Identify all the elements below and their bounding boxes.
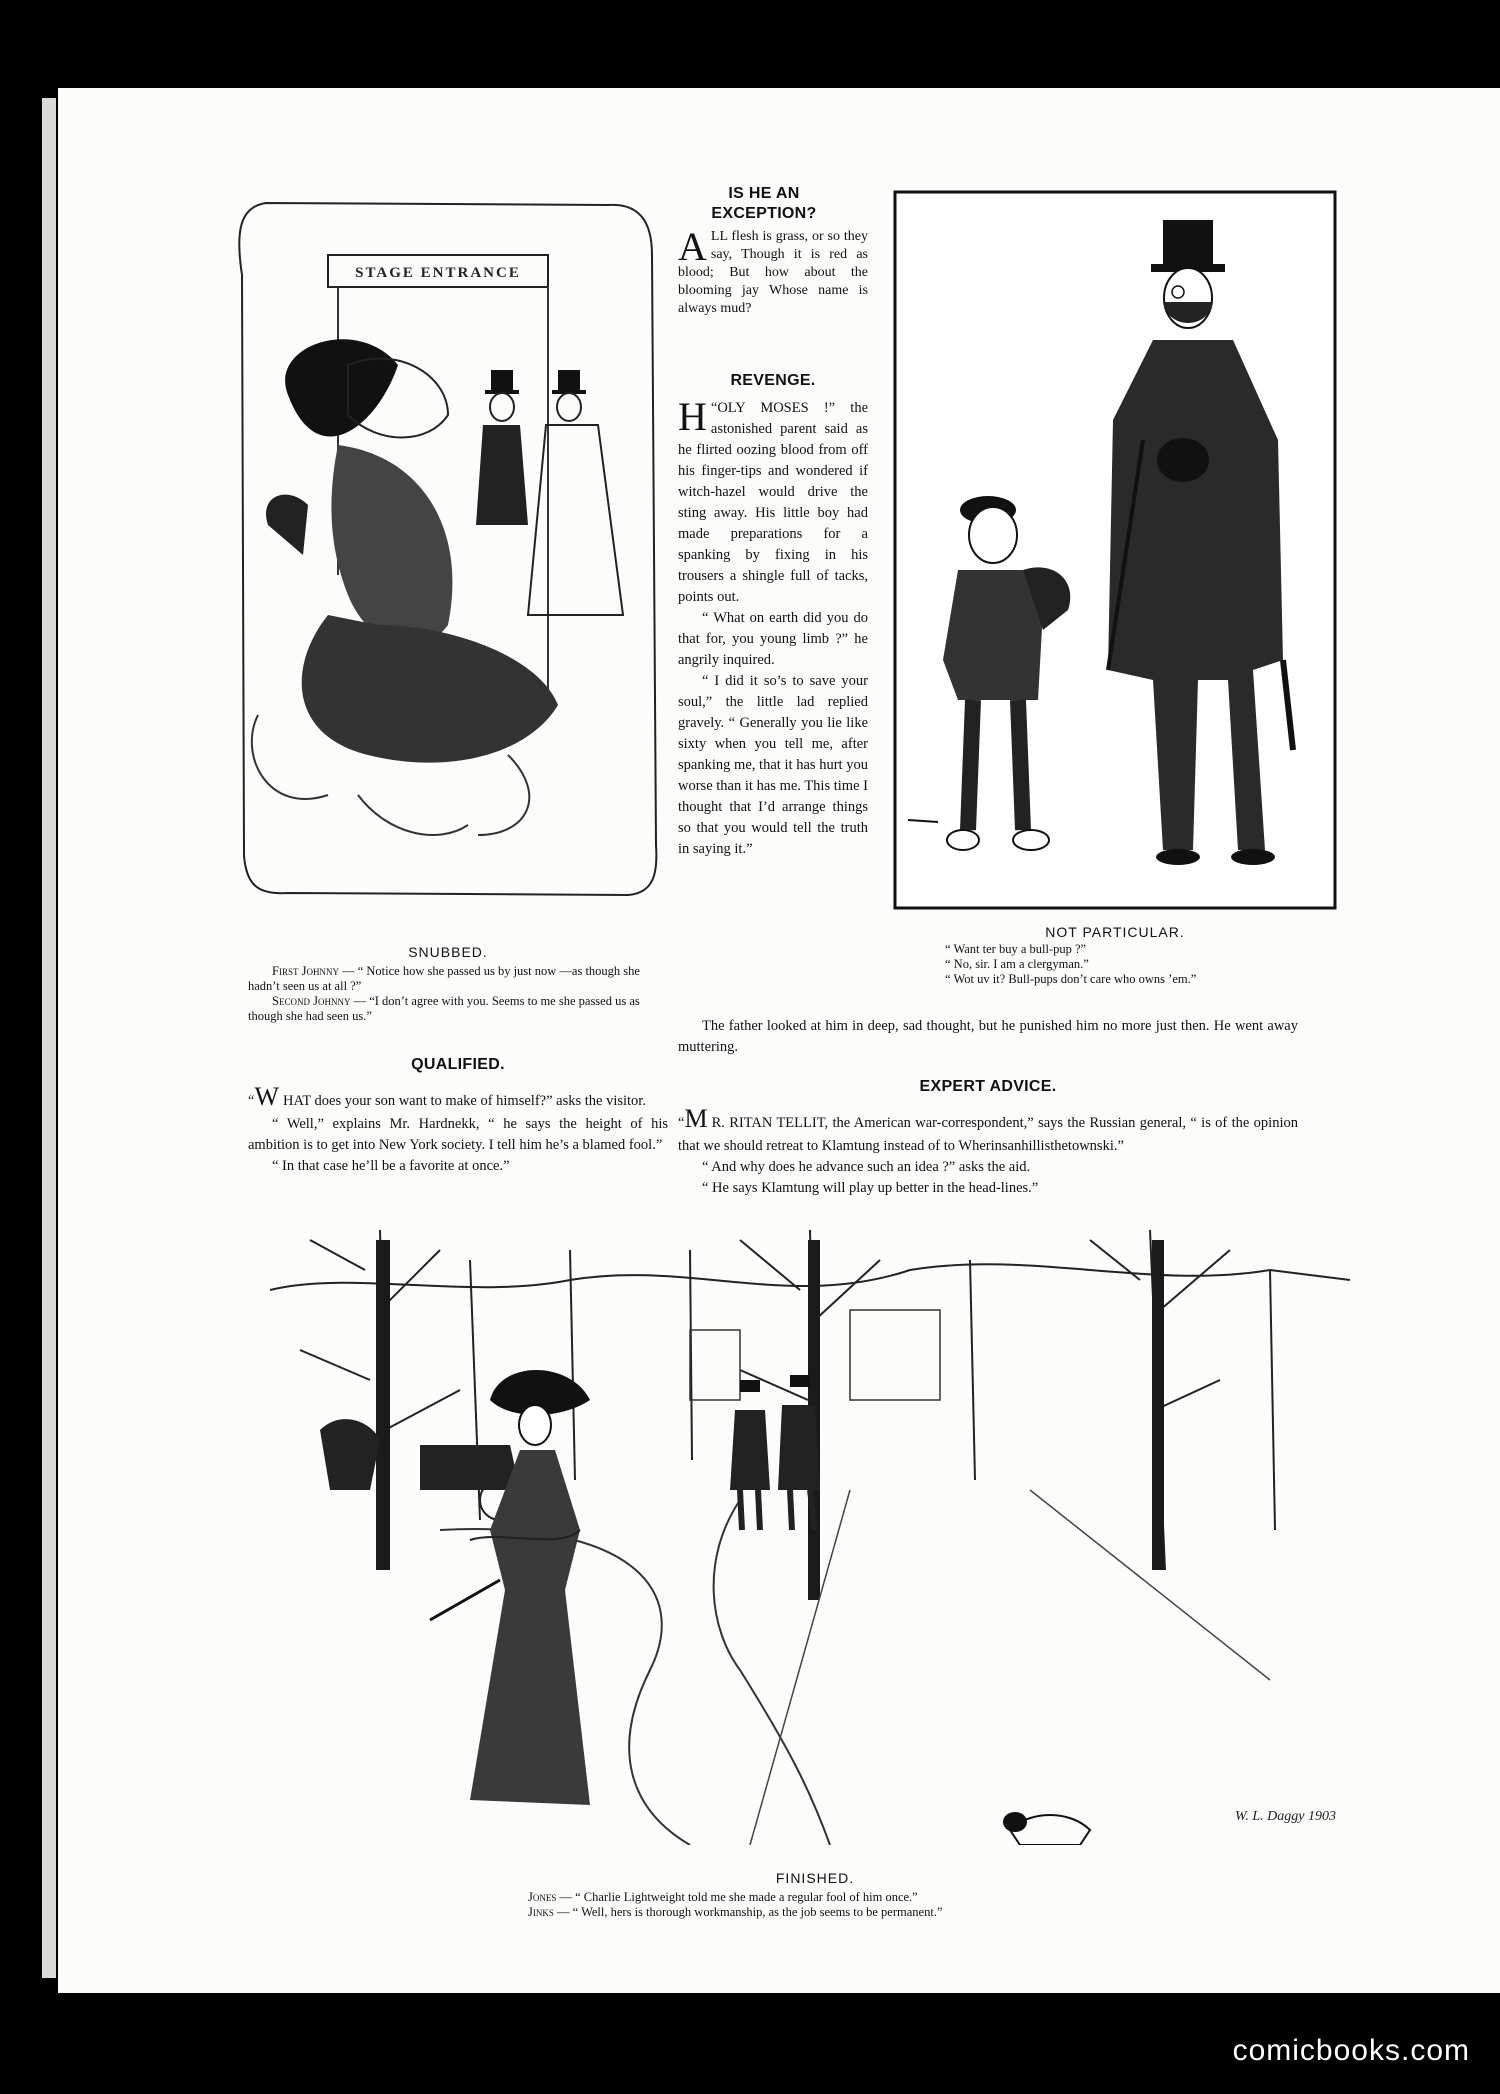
snubbed-line-2: “I don’t agree with you. Seems to me she passed us as though she had seen us.” xyxy=(248,994,640,1023)
expert-title: EXPERT ADVICE. xyxy=(919,1078,1057,1095)
stage-entrance-sign: STAGE ENTRANCE xyxy=(355,265,521,281)
qualified-paragraph-3: “ In that case he’ll be a favorite at once.” xyxy=(272,1158,510,1174)
not-particular-line-1: “ Want ter buy a bull-pup ?” xyxy=(945,942,1087,956)
finished-speaker-2: Jinks xyxy=(528,1905,554,1919)
finished-line-2: “ Well, hers is thorough workmanship, as the job seems to be permanent.” xyxy=(572,1905,943,1919)
snubbed-caption: First Johnny — “ Notice how she passed us by just now —as though she hadn’t seen us at all ?” Second Johnny — “I don’t agree with you. Seems to me she passed us as though she had seen us.” xyxy=(248,964,640,1023)
revenge-open-quote: “ xyxy=(710,400,718,416)
finished-signature: W. L. Daggy 1903 xyxy=(1235,1809,1336,1824)
snubbed-line-1: “ Notice how she passed us by just now —as though she hadn’t seen us at all ?” xyxy=(248,964,640,993)
qualified-body xyxy=(248,1080,668,1177)
revenge-title: REVENGE. xyxy=(730,372,816,389)
snubbed-speaker-2: Second Johnny xyxy=(272,994,351,1008)
snubbed-speaker-1: First Johnny xyxy=(272,964,339,978)
expert-open-quote: “ xyxy=(678,1115,685,1131)
revenge-conclusion xyxy=(678,1016,1298,1058)
qualified-open-quote: “ xyxy=(248,1093,255,1109)
finished-line-1: “ Charlie Lightweight told me she made a regular fool of him once.” xyxy=(575,1890,918,1904)
snubbed-illustration xyxy=(228,195,668,900)
qualified-drop-cap: W xyxy=(254,1082,279,1111)
qualified-paragraph-2: “ Well,” explains Mr. Hardnekk, “ he says the height of his ambition is to get into New York society. I tell him he’s a blamed fool.” xyxy=(248,1116,668,1153)
expert-drop-cap: M xyxy=(684,1104,708,1133)
revenge-paragraph-2: “ What on earth did you do that for, you young limb ?” he angrily inquired. xyxy=(678,610,868,668)
revenge-body xyxy=(678,394,868,860)
finished-caption: Jones — “ Charlie Lightweight told me she made a regular fool of him once.” Jinks — “ Well, hers is thorough workmanship, as the job seems to be permanent.” xyxy=(528,1890,943,1919)
expert-body xyxy=(678,1102,1298,1199)
exception-title: IS HE AN EXCEPTION? xyxy=(711,185,817,222)
expert-paragraph-1: R. RITAN TELLIT, the American war-correspondent,” says the Russian general, “ is of the opinion that we should retreat to Klamtung instead of to Wherinsanhillisthetownski.” xyxy=(678,1115,1298,1154)
qualified-title: QUALIFIED. xyxy=(411,1056,505,1073)
site-watermark: comicbooks.com xyxy=(1232,2034,1470,2067)
revenge-drop-cap: H xyxy=(678,394,707,439)
expert-paragraph-3: “ He says Klamtung will play up better in the head-lines.” xyxy=(702,1180,1039,1196)
revenge-paragraph-3: “ I did it so’s to save your soul,” the little lad replied gravely. “ Generally you lie like sixty when you tell me, after spanking me, that it has hurt you worse than it has me. This time I thought that I’d arrange things so that you would tell the truth in saying it.” xyxy=(678,673,868,857)
exception-poem xyxy=(678,224,868,318)
not-particular-title: NOT PARTICULAR. xyxy=(1045,924,1185,940)
snubbed-title: SNUBBED. xyxy=(408,944,488,960)
not-particular-line-2: “ No, sir. I am a clergyman.” xyxy=(945,957,1089,971)
revenge-paragraph-4: The father looked at him in deep, sad thought, but he punished him no more just then. He went away muttering. xyxy=(678,1018,1298,1055)
not-particular-illustration xyxy=(893,190,1337,910)
not-particular-caption xyxy=(945,942,1345,987)
finished-speaker-1: Jones xyxy=(528,1890,557,1904)
not-particular-line-3: “ Wot uv it? Bull-pups don’t care who owns ’em.” xyxy=(945,972,1197,986)
revenge-paragraph-1: OLY MOSES !” the astonished parent said as he flirted oozing blood from off his finger-tips and wondered if witch-hazel would drive the sting away. His little boy had made preparations for a spanking by fixing in his trousers a shingle full of tacks, points out. xyxy=(678,400,868,605)
exception-poem-text: LL flesh is grass, or so they say, Though it is red as blood; But how about the blooming jay Whose name is always mud? xyxy=(678,229,868,316)
finished-illustration xyxy=(270,1230,1360,1845)
expert-paragraph-2: “ And why does he advance such an idea ?” asks the aid. xyxy=(702,1159,1031,1175)
book-edge xyxy=(42,98,56,1978)
qualified-paragraph-1: HAT does your son want to make of himself?” asks the visitor. xyxy=(282,1093,646,1109)
exception-drop-cap: A xyxy=(678,224,707,269)
finished-title: FINISHED. xyxy=(775,1870,855,1886)
